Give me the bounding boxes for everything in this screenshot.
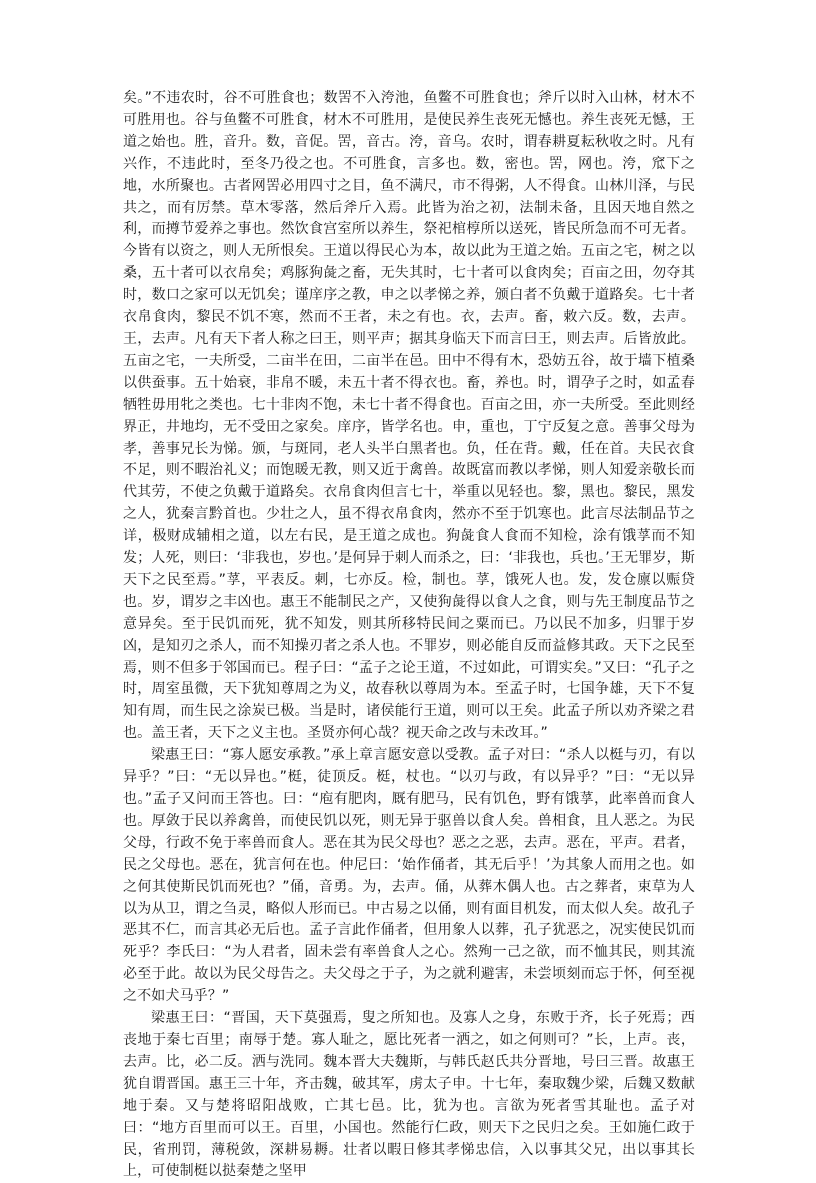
paragraph-2: 梁惠王曰：“寡人愿安承教。”承上章言愿安意以受教。孟子对曰：“杀人以梃与刃，有以异乎？”曰：“无以异也。”梃，徒顶反。梃，杖也。“以刃与政，有以异乎？”曰：“无以异也。”孟子又问而王答也。曰：“庖有肥肉，厩有肥马，民有饥色，野有饿莩，此率兽而食人也。厚敛于民以养禽兽，而使民饥以死，则无异于驱兽以食人矣。兽相食，且人恶之。为民父母，行政不免于率兽而食人。恶在其为民父母也？恶之之恶，去声。恶在，平声。君者，民之父母也。恶在，犹言何在也。仲尼曰：‘始作俑者，其无后乎！’为其象人而用之也。如之何其使斯民饥而死也？”俑，音勇。为，去声。俑，从葬木偶人也。古之葬者，束草为人以为从卫，谓之刍灵，略似人形而已。中古易之以俑，则有面目机发，而太似人矣。故孔子恶其不仁，而言其必无后也。孟子言此作俑者，但用象人以葬，孔子犹恶之，况实使民饥而死乎？李氏曰：“为人君者，固未尝有率兽食人之心。然殉一己之欲，而不恤其民，则其流必至于此。故以为民父母告之。夫父母之于子，为之就利避害，未尝顷刻而忘于怀，何至视之不如犬马乎？” [123, 747, 695, 1005]
paragraph-3: 梁惠王曰：“晋国，天下莫强焉，叟之所知也。及寡人之身，东败于齐，长子死焉；西丧地于秦七百里；南辱于楚。寡人耻之，愿比死者一洒之，如之何则可？”长，上声。丧，去声。比，必二反。洒与洗同。魏本晋大夫魏斯，与韩氏赵氏共分晋地，号曰三晋。故惠王犹自谓晋国。惠王三十年，齐击魏，破其军，虏太子申。十七年，秦取魏少梁，后魏又数献地于秦。又与楚将昭阳战败，亡其七邑。比，犹为也。言欲为死者雪其耻也。孟子对曰：“地方百里而可以王。百里，小国也。然能行仁政，则天下之民归之矣。王如施仁政于民，省刑罚，薄税敛，深耕易耨。壮者以暇日修其孝悌忠信，入以事其父兄，出以事其长上，可使制梃以挞秦楚之坚甲 [123, 1010, 695, 1180]
document-page [123, 88, 695, 1183]
paragraph-1: 矣。”不违农时，谷不可胜食也；数罟不入洿池，鱼鳖不可胜食也；斧斤以时入山林，材木不可胜用也。谷与鱼鳖不可胜食，材木不可胜用，是使民养生丧死无憾也。养生丧死无憾，王道之始也。胜，音升。数，音促。罟，音古。洿，音乌。农时，谓春耕夏耘秋收之时。凡有兴作，不违此时，至冬乃役之也。不可胜食，言多也。数，密也。罟，网也。洿，窊下之地，水所聚也。古者网罟必用四寸之目，鱼不满尺，市不得粥，人不得食。山林川泽，与民共之，而有厉禁。草木零落，然后斧斤入焉。此皆为治之初，法制未备，且因天地自然之利，而撙节爱养之事也。然饮食宫室所以养生，祭祀棺椁所以送死，皆民所急而不可无者。今皆有以资之，则人无所恨矣。王道以得民心为本，故以此为王道之始。五亩之宅，树之以桑，五十者可以衣帛矣；鸡豚狗彘之畜，无失其时，七十者可以食肉矣；百亩之田，勿夺其时，数口之家可以无饥矣；谨庠序之教，申之以孝悌之养，颁白者不负戴于道路矣。七十者衣帛食肉，黎民不饥不寒，然而不王者，未之有也。衣，去声。畜，敕六反。数，去声。王，去声。凡有天下者人称之曰王，则平声；据其身临天下而言曰王，则去声。后皆放此。五亩之宅，一夫所受，二亩半在田，二亩半在邑。田中不得有木，恐妨五谷，故于墙下植桑以供蚕事。五十始衰，非帛不暖，未五十者不得衣也。畜，养也。时，谓孕子之时，如孟春牺牲毋用牝之类也。七十非肉不饱，未七十者不得食也。百亩之田，亦一夫所受。至此则经界正，井地均，无不受田之家矣。庠序，皆学名也。申，重也，丁宁反复之意。善事父母为孝，善事兄长为悌。颁，与斑同，老人头半白黑者也。负，任在背。戴，任在首。夫民衣食不足，则不暇治礼义；而饱暖无教，则又近于禽兽。故既富而教以孝悌，则人知爱亲敬长而代其劳，不使之负戴于道路矣。衣帛食肉但言七十，举重以见轻也。黎，黑也。黎民，黑发之人，犹秦言黔首也。少壮之人，虽不得衣帛食肉，然亦不至于饥寒也。此言尽法制品节之详，极财成辅相之道，以左右民，是王道之成也。狗彘食人食而不知检，涂有饿莩而不知发；人死，则曰：‘非我也，岁也。’是何异于刺人而杀之，曰：‘非我也，兵也。’王无罪岁，斯天下之民至焉。”莩，平表反。刺，七亦反。检，制也。莩，饿死人也。发，发仓廪以赈贷也。岁，谓岁之丰凶也。惠王不能制民之产，又使狗彘得以食人之食，则与先王制度品节之意异矣。至于民饥而死，犹不知发，则其所移特民间之粟而已。乃以民不加多，归罪于岁凶，是知刃之杀人，而不知操刃者之杀人也。不罪岁，则必能自反而益修其政。天下之民至焉，则不但多于邻国而已。程子曰：“孟子之论王道，不过如此，可谓实矣。”又曰：“孔子之时，周室虽微，天下犹知尊周之为义，故春秋以尊周为本。至孟子时，七国争雄，天下不复知有周，而生民之涂炭已极。当是时，诸侯能行王道，则可以王矣。此孟子所以劝齐梁之君也。盖王者，天下之义主也。圣贤亦何心哉？视天命之改与未改耳。” [123, 90, 695, 742]
